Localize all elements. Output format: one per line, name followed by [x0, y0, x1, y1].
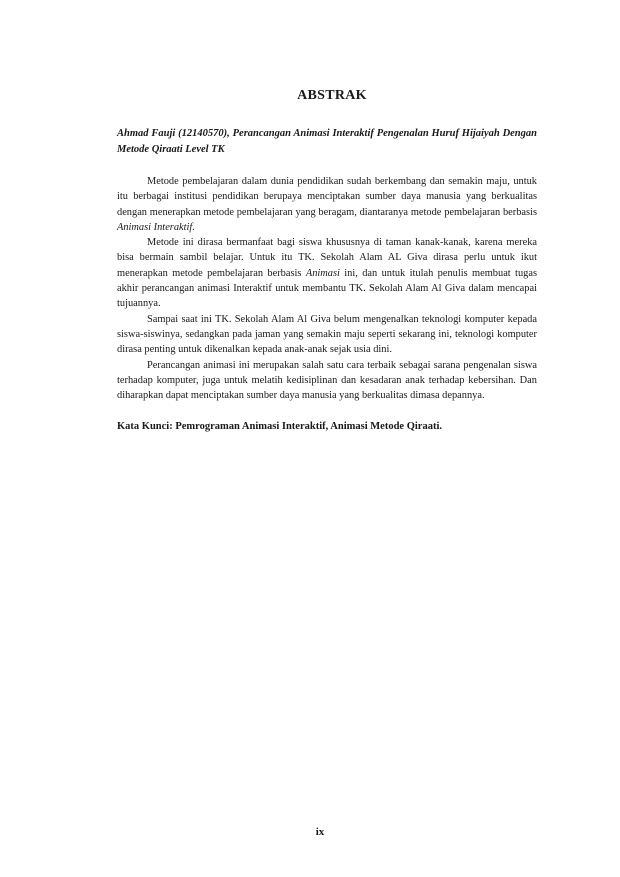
emphasis-text: Animasi Interaktif. [117, 221, 195, 233]
abstract-paragraph-2 [117, 235, 537, 311]
paragraph-text-after: ini, dan untuk itulah penulis membuat tugas akhir perancangan animasi Interaktif untuk membantu TK. Sekolah Alam Al Giva dalam mencapai tujuannya. [117, 267, 537, 310]
author-title-line: Ahmad Fauji (12140570), Perancangan Animasi Interaktif Pengenalan Huruf Hijaiyah Dengan Metode Qiraati Level TK [117, 128, 537, 155]
paragraph-text: Metode ini dirasa bermanfaat bagi siswa khususnya di taman kanak-kanak, karena mereka bisa bermain sambil belajar. Untuk itu TK. Sekolah Alam AL Giva dirasa perlu untuk ikut menerapkan metode pembelajaran berbasis [117, 237, 537, 279]
abstract-paragraph-1 [117, 174, 537, 235]
keywords-line: Kata Kunci: Pemrograman Animasi Interaktif, Animasi Metode Qiraati. [117, 421, 442, 433]
paragraph-text: Perancangan animasi ini merupakan salah satu cara terbaik sebagai sarana pengenalan siswa terhadap komputer, juga untuk melatih kedisiplinan dan kesadaran anak terhadap kebersihan. Dan diharapkan dapat menciptakan sumber daya manusia yang berkualitas dimasa depannya. [117, 359, 537, 402]
abstract-paragraph-3 [117, 312, 537, 358]
page-number: ix [315, 826, 325, 838]
abstract-page [117, 88, 537, 435]
emphasis-text: Animasi [305, 267, 340, 279]
paragraph-text: Sampai saat ini TK. Sekolah Alam Al Giva belum mengenalkan teknologi komputer kepada siswa-siswinya, sedangkan pada jaman yang semakin maju seperti sekarang ini, teknologi komputer dirasa penting untuk dikenalkan kepada anak-anak sejak usia dini. [117, 313, 537, 356]
abstract-paragraph-4 [117, 358, 537, 404]
abstract-title: ABSTRAK [297, 88, 367, 103]
paragraph-text: Metode pembelajaran dalam dunia pendidikan sudah berkembang dan semakin maju, untuk itu berbagai institusi pendidikan berupaya menciptakan sumber daya manusia yang berkualitas dengan menerapkan metode pembelajaran yang beragam, diantaranya metode pembelajaran berbasis [117, 176, 537, 218]
